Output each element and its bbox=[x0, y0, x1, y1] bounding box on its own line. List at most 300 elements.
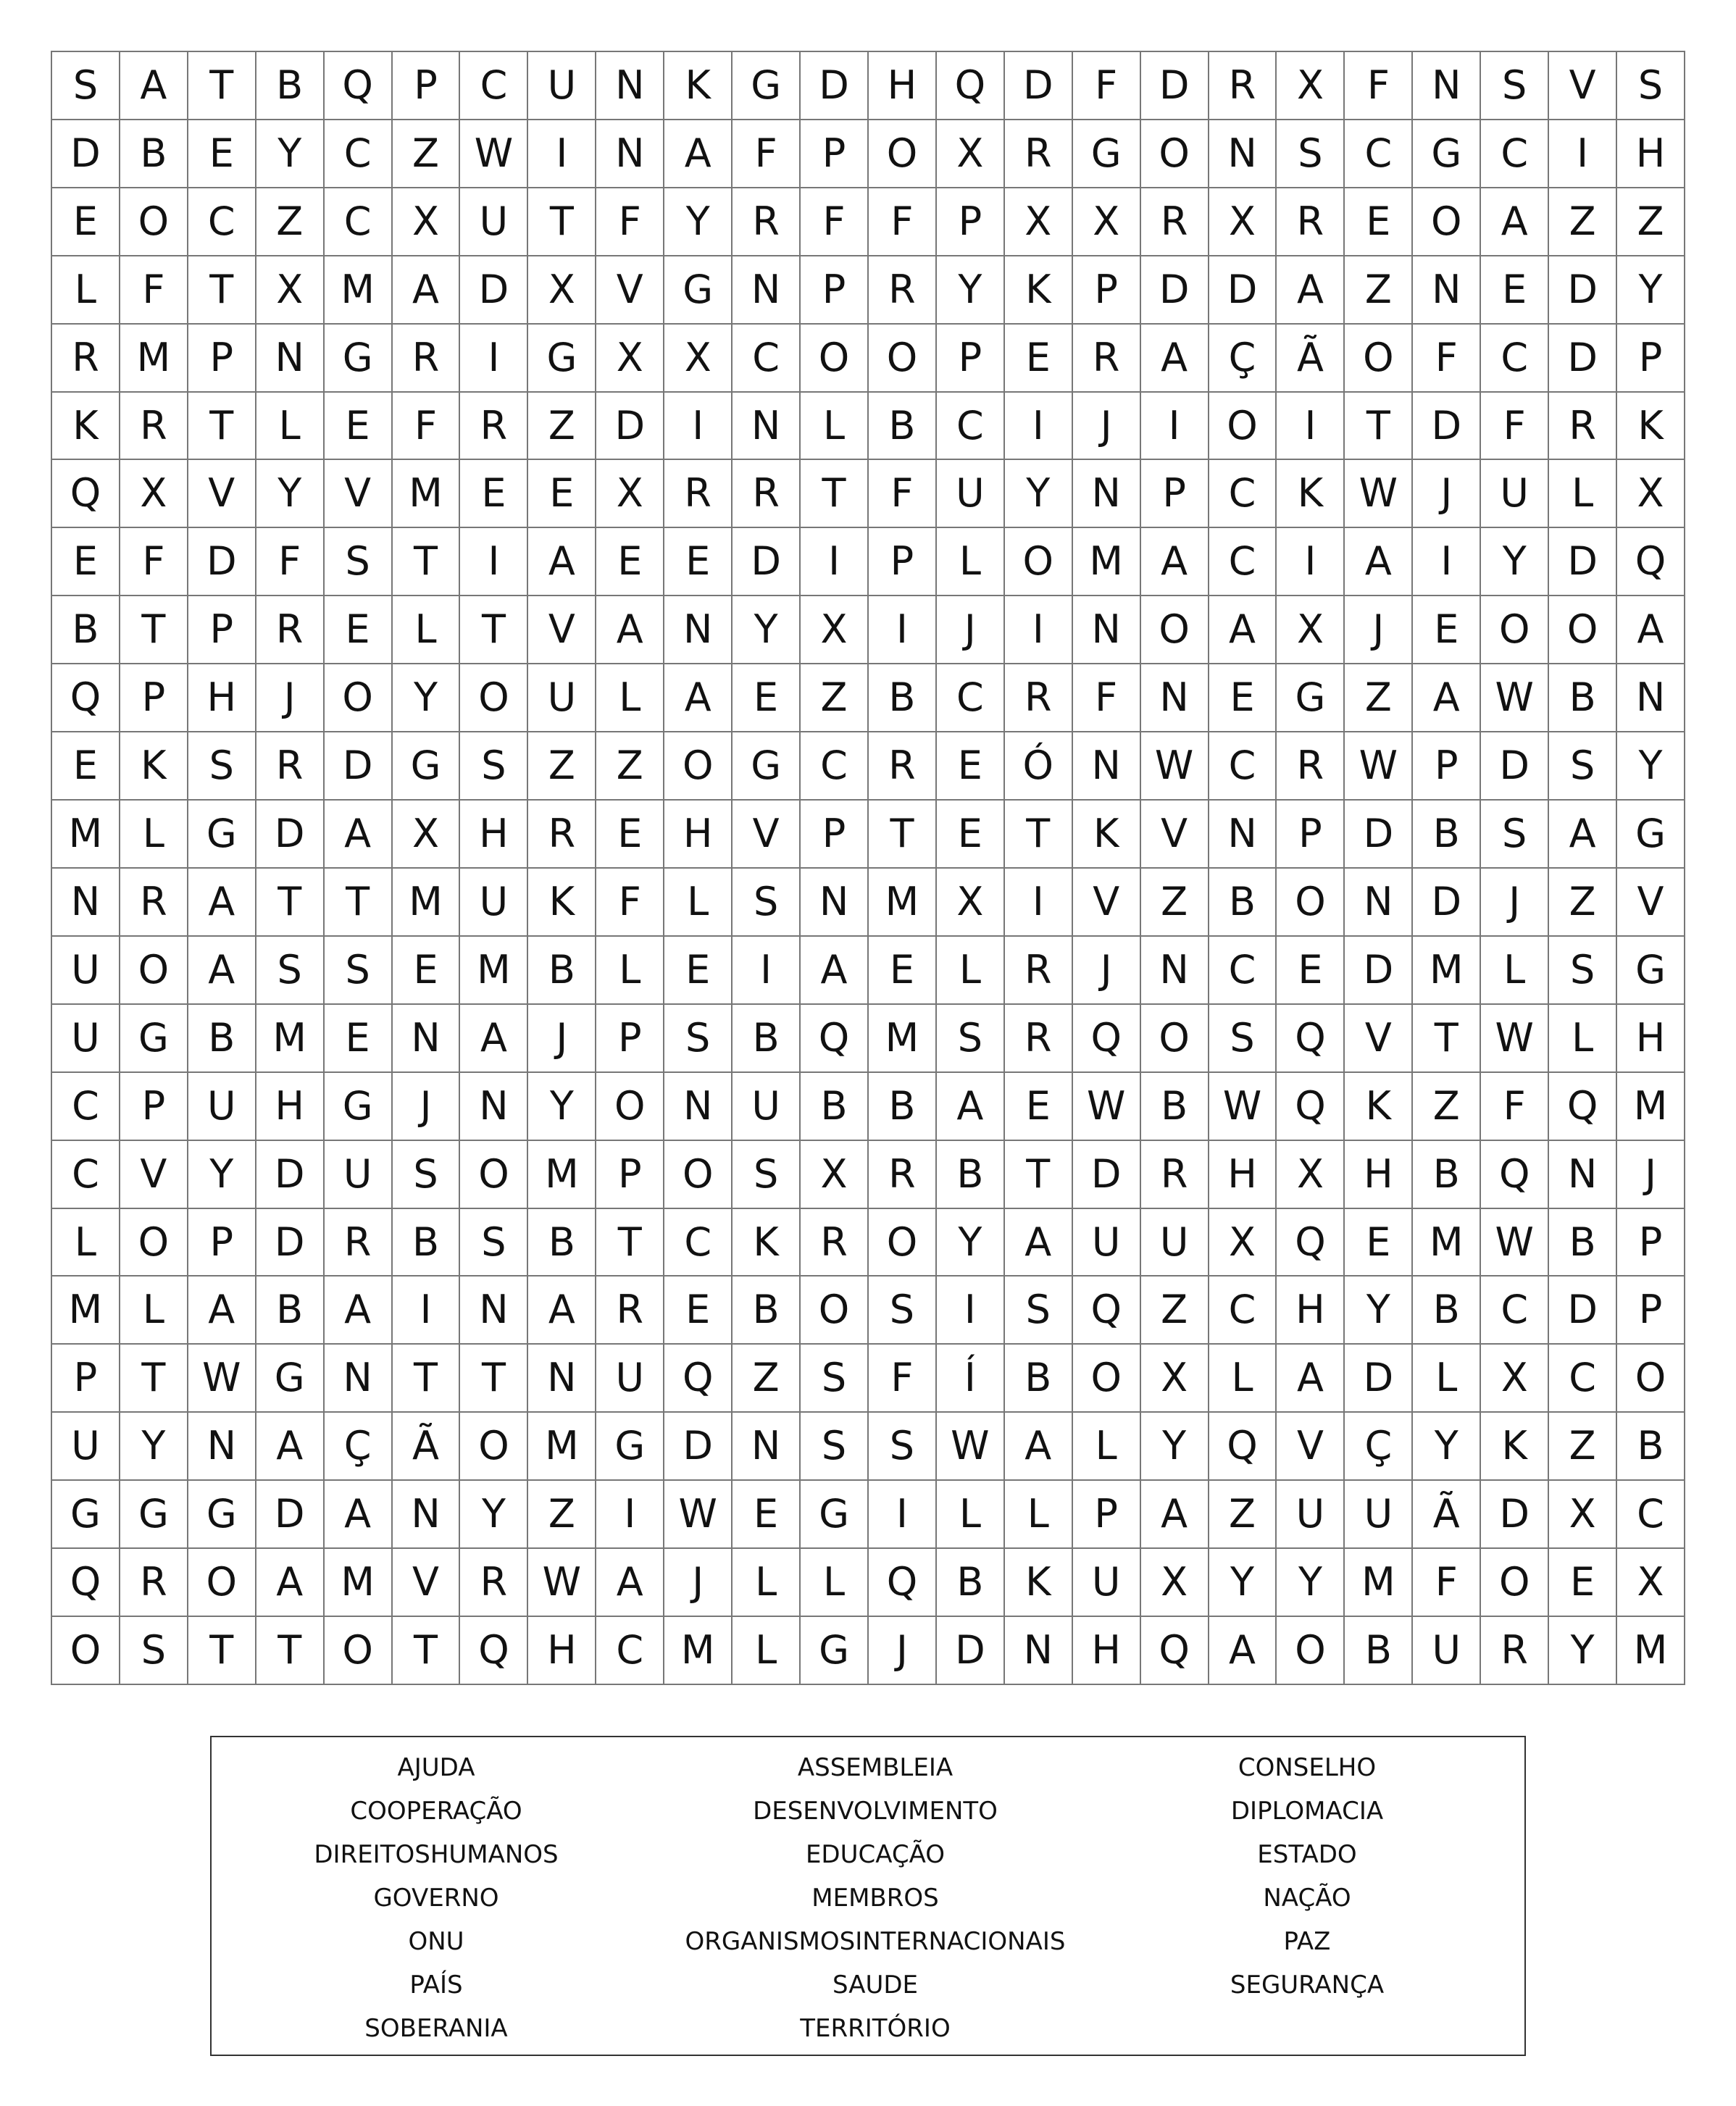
grid-cell[interactable]: M bbox=[393, 869, 461, 937]
grid-cell[interactable]: G bbox=[393, 732, 461, 801]
grid-cell[interactable]: Y bbox=[1413, 1413, 1481, 1481]
grid-cell[interactable]: V bbox=[120, 1141, 188, 1209]
grid-cell[interactable]: W bbox=[460, 120, 528, 188]
grid-cell[interactable]: B bbox=[1209, 869, 1277, 937]
grid-cell[interactable]: B bbox=[869, 664, 937, 732]
grid-cell[interactable]: J bbox=[1345, 596, 1413, 664]
grid-cell[interactable]: N bbox=[1209, 801, 1277, 869]
grid-cell[interactable]: L bbox=[1073, 1413, 1141, 1481]
grid-cell[interactable]: Z bbox=[393, 120, 461, 188]
grid-cell[interactable]: Y bbox=[120, 1413, 188, 1481]
grid-cell[interactable]: S bbox=[801, 1345, 869, 1413]
grid-cell[interactable]: O bbox=[325, 1617, 393, 1685]
grid-cell[interactable]: X bbox=[596, 325, 664, 393]
grid-cell[interactable]: E bbox=[52, 188, 120, 256]
grid-cell[interactable]: R bbox=[801, 1209, 869, 1277]
grid-cell[interactable]: K bbox=[120, 732, 188, 801]
grid-cell[interactable]: S bbox=[1617, 52, 1685, 120]
grid-cell[interactable]: R bbox=[1141, 1141, 1209, 1209]
grid-cell[interactable]: H bbox=[1209, 1141, 1277, 1209]
grid-cell[interactable]: U bbox=[52, 1413, 120, 1481]
grid-cell[interactable]: P bbox=[869, 528, 937, 596]
grid-cell[interactable]: A bbox=[325, 1276, 393, 1345]
grid-cell[interactable]: Z bbox=[1549, 1413, 1617, 1481]
grid-cell[interactable]: C bbox=[325, 120, 393, 188]
grid-cell[interactable]: C bbox=[1345, 120, 1413, 188]
grid-cell[interactable]: B bbox=[801, 1073, 869, 1141]
grid-cell[interactable]: U bbox=[1141, 1209, 1209, 1277]
grid-cell[interactable]: H bbox=[1617, 1005, 1685, 1073]
grid-cell[interactable]: E bbox=[393, 937, 461, 1005]
grid-cell[interactable]: Y bbox=[256, 460, 325, 528]
grid-cell[interactable]: L bbox=[120, 1276, 188, 1345]
grid-cell[interactable]: C bbox=[1209, 1276, 1277, 1345]
grid-cell[interactable]: U bbox=[52, 1005, 120, 1073]
grid-cell[interactable]: R bbox=[1277, 188, 1345, 256]
grid-cell[interactable]: O bbox=[188, 1549, 256, 1617]
grid-cell[interactable]: A bbox=[188, 1276, 256, 1345]
grid-cell[interactable]: Q bbox=[325, 52, 393, 120]
grid-cell[interactable]: F bbox=[733, 120, 801, 188]
grid-cell[interactable]: T bbox=[393, 1345, 461, 1413]
grid-cell[interactable]: S bbox=[188, 732, 256, 801]
grid-cell[interactable]: V bbox=[1277, 1413, 1345, 1481]
grid-cell[interactable]: E bbox=[1005, 325, 1073, 393]
grid-cell[interactable]: F bbox=[1413, 1549, 1481, 1617]
grid-cell[interactable]: I bbox=[460, 325, 528, 393]
grid-cell[interactable]: L bbox=[733, 1549, 801, 1617]
grid-cell[interactable]: Y bbox=[1617, 732, 1685, 801]
grid-cell[interactable]: Y bbox=[733, 596, 801, 664]
grid-cell[interactable]: P bbox=[120, 1073, 188, 1141]
grid-cell[interactable]: B bbox=[1141, 1073, 1209, 1141]
grid-cell[interactable]: A bbox=[120, 52, 188, 120]
grid-cell[interactable]: C bbox=[1549, 1345, 1617, 1413]
grid-cell[interactable]: U bbox=[937, 460, 1005, 528]
grid-cell[interactable]: F bbox=[596, 188, 664, 256]
grid-cell[interactable]: V bbox=[596, 256, 664, 325]
grid-cell[interactable]: O bbox=[1005, 528, 1073, 596]
grid-cell[interactable]: C bbox=[325, 188, 393, 256]
grid-cell[interactable]: W bbox=[1073, 1073, 1141, 1141]
grid-cell[interactable]: M bbox=[528, 1413, 596, 1481]
grid-cell[interactable]: O bbox=[460, 664, 528, 732]
grid-cell[interactable]: E bbox=[596, 801, 664, 869]
grid-cell[interactable]: I bbox=[1277, 393, 1345, 461]
grid-cell[interactable]: T bbox=[256, 869, 325, 937]
grid-cell[interactable]: N bbox=[664, 596, 733, 664]
grid-cell[interactable]: D bbox=[256, 1209, 325, 1277]
grid-cell[interactable]: D bbox=[325, 732, 393, 801]
grid-cell[interactable]: E bbox=[325, 596, 393, 664]
grid-cell[interactable]: M bbox=[1617, 1617, 1685, 1685]
grid-cell[interactable]: R bbox=[1005, 1005, 1073, 1073]
grid-cell[interactable]: K bbox=[528, 869, 596, 937]
grid-cell[interactable]: J bbox=[1073, 937, 1141, 1005]
grid-cell[interactable]: T bbox=[120, 596, 188, 664]
grid-cell[interactable]: L bbox=[1549, 1005, 1617, 1073]
grid-cell[interactable]: E bbox=[664, 528, 733, 596]
grid-cell[interactable]: E bbox=[528, 460, 596, 528]
grid-cell[interactable]: N bbox=[596, 52, 664, 120]
grid-cell[interactable]: E bbox=[1345, 1209, 1413, 1277]
grid-cell[interactable]: U bbox=[1073, 1549, 1141, 1617]
grid-cell[interactable]: N bbox=[1141, 664, 1209, 732]
grid-cell[interactable]: D bbox=[1141, 52, 1209, 120]
grid-cell[interactable]: G bbox=[1617, 937, 1685, 1005]
grid-cell[interactable]: O bbox=[1481, 596, 1549, 664]
grid-cell[interactable]: E bbox=[937, 801, 1005, 869]
grid-cell[interactable]: O bbox=[325, 664, 393, 732]
grid-cell[interactable]: X bbox=[1209, 188, 1277, 256]
grid-cell[interactable]: X bbox=[1073, 188, 1141, 256]
grid-cell[interactable]: D bbox=[664, 1413, 733, 1481]
grid-cell[interactable]: X bbox=[1141, 1345, 1209, 1413]
grid-cell[interactable]: B bbox=[52, 596, 120, 664]
grid-cell[interactable]: M bbox=[664, 1617, 733, 1685]
grid-cell[interactable]: I bbox=[596, 1481, 664, 1549]
grid-cell[interactable]: D bbox=[937, 1617, 1005, 1685]
grid-cell[interactable]: T bbox=[1005, 1141, 1073, 1209]
grid-cell[interactable]: A bbox=[460, 1005, 528, 1073]
grid-cell[interactable]: H bbox=[1073, 1617, 1141, 1685]
grid-cell[interactable]: I bbox=[801, 528, 869, 596]
grid-cell[interactable]: G bbox=[188, 801, 256, 869]
grid-cell[interactable]: Y bbox=[664, 188, 733, 256]
grid-cell[interactable]: P bbox=[52, 1345, 120, 1413]
grid-cell[interactable]: S bbox=[869, 1413, 937, 1481]
grid-cell[interactable]: C bbox=[1209, 460, 1277, 528]
grid-cell[interactable]: O bbox=[1345, 325, 1413, 393]
grid-cell[interactable]: O bbox=[1413, 188, 1481, 256]
grid-cell[interactable]: A bbox=[1141, 325, 1209, 393]
grid-cell[interactable]: V bbox=[1073, 869, 1141, 937]
grid-cell[interactable]: P bbox=[188, 325, 256, 393]
grid-cell[interactable]: A bbox=[256, 1549, 325, 1617]
grid-cell[interactable]: H bbox=[1277, 1276, 1345, 1345]
grid-cell[interactable]: U bbox=[188, 1073, 256, 1141]
grid-cell[interactable]: O bbox=[596, 1073, 664, 1141]
grid-cell[interactable]: I bbox=[1141, 393, 1209, 461]
grid-cell[interactable]: V bbox=[393, 1549, 461, 1617]
grid-cell[interactable]: I bbox=[1005, 869, 1073, 937]
grid-cell[interactable]: Ç bbox=[325, 1413, 393, 1481]
grid-cell[interactable]: B bbox=[1549, 1209, 1617, 1277]
grid-cell[interactable]: N bbox=[733, 393, 801, 461]
grid-cell[interactable]: P bbox=[188, 596, 256, 664]
grid-cell[interactable]: E bbox=[188, 120, 256, 188]
grid-cell[interactable]: U bbox=[52, 937, 120, 1005]
grid-cell[interactable]: U bbox=[460, 188, 528, 256]
grid-cell[interactable]: P bbox=[1413, 732, 1481, 801]
grid-cell[interactable]: U bbox=[1413, 1617, 1481, 1685]
grid-cell[interactable]: V bbox=[528, 596, 596, 664]
grid-cell[interactable]: W bbox=[1481, 1005, 1549, 1073]
grid-cell[interactable]: C bbox=[733, 325, 801, 393]
grid-cell[interactable]: Y bbox=[528, 1073, 596, 1141]
grid-cell[interactable]: P bbox=[1073, 256, 1141, 325]
grid-cell[interactable]: Ó bbox=[1005, 732, 1073, 801]
grid-cell[interactable]: O bbox=[801, 1276, 869, 1345]
grid-cell[interactable]: B bbox=[256, 1276, 325, 1345]
grid-cell[interactable]: O bbox=[869, 120, 937, 188]
grid-cell[interactable]: B bbox=[528, 1209, 596, 1277]
grid-cell[interactable]: R bbox=[460, 1549, 528, 1617]
grid-cell[interactable]: S bbox=[733, 1141, 801, 1209]
grid-cell[interactable]: F bbox=[1345, 52, 1413, 120]
grid-cell[interactable]: N bbox=[596, 120, 664, 188]
grid-cell[interactable]: P bbox=[188, 1209, 256, 1277]
grid-cell[interactable]: A bbox=[664, 120, 733, 188]
grid-cell[interactable]: D bbox=[1345, 801, 1413, 869]
grid-cell[interactable]: M bbox=[1617, 1073, 1685, 1141]
grid-cell[interactable]: R bbox=[1073, 325, 1141, 393]
grid-cell[interactable]: L bbox=[937, 1481, 1005, 1549]
grid-cell[interactable]: Y bbox=[1345, 1276, 1413, 1345]
grid-cell[interactable]: E bbox=[1277, 937, 1345, 1005]
grid-cell[interactable]: U bbox=[596, 1345, 664, 1413]
grid-cell[interactable]: N bbox=[528, 1345, 596, 1413]
grid-cell[interactable]: X bbox=[1005, 188, 1073, 256]
grid-cell[interactable]: E bbox=[460, 460, 528, 528]
grid-cell[interactable]: F bbox=[869, 1345, 937, 1413]
grid-cell[interactable]: O bbox=[664, 1141, 733, 1209]
grid-cell[interactable]: T bbox=[1345, 393, 1413, 461]
grid-cell[interactable]: Y bbox=[1005, 460, 1073, 528]
grid-cell[interactable]: B bbox=[1413, 1141, 1481, 1209]
grid-cell[interactable]: O bbox=[1277, 869, 1345, 937]
grid-cell[interactable]: N bbox=[733, 1413, 801, 1481]
grid-cell[interactable]: B bbox=[188, 1005, 256, 1073]
grid-cell[interactable]: A bbox=[188, 869, 256, 937]
grid-cell[interactable]: P bbox=[937, 325, 1005, 393]
grid-cell[interactable]: R bbox=[52, 325, 120, 393]
grid-cell[interactable]: P bbox=[801, 120, 869, 188]
grid-cell[interactable]: S bbox=[869, 1276, 937, 1345]
grid-cell[interactable]: P bbox=[801, 801, 869, 869]
grid-cell[interactable]: V bbox=[733, 801, 801, 869]
grid-cell[interactable]: A bbox=[1413, 664, 1481, 732]
grid-cell[interactable]: P bbox=[937, 188, 1005, 256]
grid-cell[interactable]: A bbox=[801, 937, 869, 1005]
grid-cell[interactable]: T bbox=[1005, 801, 1073, 869]
grid-cell[interactable]: S bbox=[325, 528, 393, 596]
grid-cell[interactable]: L bbox=[937, 528, 1005, 596]
grid-cell[interactable]: Q bbox=[801, 1005, 869, 1073]
grid-cell[interactable]: Q bbox=[52, 460, 120, 528]
grid-cell[interactable]: B bbox=[1549, 664, 1617, 732]
grid-cell[interactable]: G bbox=[188, 1481, 256, 1549]
grid-cell[interactable]: S bbox=[52, 52, 120, 120]
grid-cell[interactable]: D bbox=[1481, 1481, 1549, 1549]
grid-cell[interactable]: R bbox=[256, 596, 325, 664]
grid-cell[interactable]: X bbox=[1549, 1481, 1617, 1549]
grid-cell[interactable]: I bbox=[1413, 528, 1481, 596]
grid-cell[interactable]: R bbox=[528, 801, 596, 869]
grid-cell[interactable]: K bbox=[1005, 1549, 1073, 1617]
grid-cell[interactable]: W bbox=[1345, 732, 1413, 801]
grid-cell[interactable]: K bbox=[1345, 1073, 1413, 1141]
grid-cell[interactable]: M bbox=[460, 937, 528, 1005]
grid-cell[interactable]: R bbox=[596, 1276, 664, 1345]
grid-cell[interactable]: W bbox=[1141, 732, 1209, 801]
grid-cell[interactable]: T bbox=[188, 393, 256, 461]
grid-cell[interactable]: T bbox=[393, 528, 461, 596]
grid-cell[interactable]: Y bbox=[188, 1141, 256, 1209]
grid-cell[interactable]: Z bbox=[733, 1345, 801, 1413]
grid-cell[interactable]: Z bbox=[1345, 664, 1413, 732]
grid-cell[interactable]: L bbox=[1481, 937, 1549, 1005]
grid-cell[interactable]: X bbox=[664, 325, 733, 393]
grid-cell[interactable]: L bbox=[1413, 1345, 1481, 1413]
grid-cell[interactable]: S bbox=[664, 1005, 733, 1073]
grid-cell[interactable]: Q bbox=[1481, 1141, 1549, 1209]
grid-cell[interactable]: I bbox=[664, 393, 733, 461]
grid-cell[interactable]: R bbox=[325, 1209, 393, 1277]
grid-cell[interactable]: Q bbox=[1073, 1276, 1141, 1345]
grid-cell[interactable]: N bbox=[460, 1073, 528, 1141]
grid-cell[interactable]: B bbox=[528, 937, 596, 1005]
grid-cell[interactable]: A bbox=[1481, 188, 1549, 256]
grid-cell[interactable]: L bbox=[801, 1549, 869, 1617]
grid-cell[interactable]: N bbox=[393, 1005, 461, 1073]
grid-cell[interactable]: A bbox=[1277, 1345, 1345, 1413]
grid-cell[interactable]: S bbox=[1277, 120, 1345, 188]
grid-cell[interactable]: H bbox=[188, 664, 256, 732]
grid-cell[interactable]: V bbox=[325, 460, 393, 528]
grid-cell[interactable]: X bbox=[1141, 1549, 1209, 1617]
grid-cell[interactable]: D bbox=[256, 1481, 325, 1549]
grid-cell[interactable]: E bbox=[1005, 1073, 1073, 1141]
grid-cell[interactable]: Z bbox=[1413, 1073, 1481, 1141]
grid-cell[interactable]: W bbox=[188, 1345, 256, 1413]
grid-cell[interactable]: Ã bbox=[1277, 325, 1345, 393]
grid-cell[interactable]: D bbox=[733, 528, 801, 596]
grid-cell[interactable]: S bbox=[1481, 52, 1549, 120]
grid-cell[interactable]: O bbox=[52, 1617, 120, 1685]
grid-cell[interactable]: K bbox=[733, 1209, 801, 1277]
grid-cell[interactable]: M bbox=[325, 1549, 393, 1617]
grid-cell[interactable]: E bbox=[733, 1481, 801, 1549]
grid-cell[interactable]: D bbox=[1549, 528, 1617, 596]
grid-cell[interactable]: C bbox=[1209, 528, 1277, 596]
grid-cell[interactable]: R bbox=[1481, 1617, 1549, 1685]
grid-cell[interactable]: L bbox=[1549, 460, 1617, 528]
grid-cell[interactable]: C bbox=[1209, 937, 1277, 1005]
grid-cell[interactable]: N bbox=[1345, 869, 1413, 937]
grid-cell[interactable]: X bbox=[801, 596, 869, 664]
grid-cell[interactable]: O bbox=[801, 325, 869, 393]
grid-cell[interactable]: L bbox=[596, 937, 664, 1005]
grid-cell[interactable]: T bbox=[256, 1617, 325, 1685]
grid-cell[interactable]: A bbox=[1277, 256, 1345, 325]
grid-cell[interactable]: G bbox=[256, 1345, 325, 1413]
grid-cell[interactable]: D bbox=[1413, 869, 1481, 937]
grid-cell[interactable]: S bbox=[120, 1617, 188, 1685]
grid-cell[interactable]: A bbox=[1617, 596, 1685, 664]
grid-cell[interactable]: Ã bbox=[393, 1413, 461, 1481]
grid-cell[interactable]: Ç bbox=[1345, 1413, 1413, 1481]
grid-cell[interactable]: N bbox=[1005, 1617, 1073, 1685]
grid-cell[interactable]: N bbox=[1073, 596, 1141, 664]
grid-cell[interactable]: F bbox=[869, 460, 937, 528]
grid-cell[interactable]: K bbox=[1005, 256, 1073, 325]
grid-cell[interactable]: X bbox=[1617, 1549, 1685, 1617]
grid-cell[interactable]: C bbox=[188, 188, 256, 256]
grid-cell[interactable]: S bbox=[256, 937, 325, 1005]
grid-cell[interactable]: B bbox=[1617, 1413, 1685, 1481]
grid-cell[interactable]: Y bbox=[256, 120, 325, 188]
grid-cell[interactable]: D bbox=[1141, 256, 1209, 325]
grid-cell[interactable]: A bbox=[1345, 528, 1413, 596]
grid-cell[interactable]: A bbox=[393, 256, 461, 325]
grid-cell[interactable]: S bbox=[460, 1209, 528, 1277]
grid-cell[interactable]: T bbox=[460, 1345, 528, 1413]
grid-cell[interactable]: J bbox=[1413, 460, 1481, 528]
grid-cell[interactable]: C bbox=[460, 52, 528, 120]
grid-cell[interactable]: F bbox=[1481, 1073, 1549, 1141]
grid-cell[interactable]: N bbox=[393, 1481, 461, 1549]
grid-cell[interactable]: Z bbox=[1617, 188, 1685, 256]
grid-cell[interactable]: Y bbox=[1549, 1617, 1617, 1685]
grid-cell[interactable]: Y bbox=[937, 1209, 1005, 1277]
grid-cell[interactable]: U bbox=[325, 1141, 393, 1209]
grid-cell[interactable]: C bbox=[52, 1141, 120, 1209]
grid-cell[interactable]: P bbox=[801, 256, 869, 325]
grid-cell[interactable]: M bbox=[869, 1005, 937, 1073]
grid-cell[interactable]: Y bbox=[460, 1481, 528, 1549]
grid-cell[interactable]: C bbox=[1617, 1481, 1685, 1549]
grid-cell[interactable]: N bbox=[1209, 120, 1277, 188]
grid-cell[interactable]: U bbox=[528, 664, 596, 732]
grid-cell[interactable]: C bbox=[664, 1209, 733, 1277]
grid-cell[interactable]: I bbox=[869, 596, 937, 664]
grid-cell[interactable]: N bbox=[1413, 256, 1481, 325]
grid-cell[interactable]: T bbox=[188, 52, 256, 120]
grid-cell[interactable]: B bbox=[120, 120, 188, 188]
grid-cell[interactable]: L bbox=[937, 937, 1005, 1005]
grid-cell[interactable]: L bbox=[393, 596, 461, 664]
grid-cell[interactable]: M bbox=[325, 256, 393, 325]
grid-cell[interactable]: X bbox=[120, 460, 188, 528]
grid-cell[interactable]: Q bbox=[937, 52, 1005, 120]
grid-cell[interactable]: S bbox=[325, 937, 393, 1005]
grid-cell[interactable]: C bbox=[937, 393, 1005, 461]
grid-cell[interactable]: D bbox=[188, 528, 256, 596]
grid-cell[interactable]: G bbox=[801, 1617, 869, 1685]
grid-cell[interactable]: O bbox=[1481, 1549, 1549, 1617]
grid-cell[interactable]: I bbox=[937, 1276, 1005, 1345]
grid-cell[interactable]: O bbox=[120, 937, 188, 1005]
grid-cell[interactable]: O bbox=[1141, 120, 1209, 188]
grid-cell[interactable]: O bbox=[1141, 1005, 1209, 1073]
grid-cell[interactable]: M bbox=[120, 325, 188, 393]
grid-cell[interactable]: O bbox=[1073, 1345, 1141, 1413]
grid-cell[interactable]: E bbox=[52, 528, 120, 596]
grid-cell[interactable]: N bbox=[1141, 937, 1209, 1005]
grid-cell[interactable]: D bbox=[1073, 1141, 1141, 1209]
grid-cell[interactable]: Y bbox=[393, 664, 461, 732]
grid-cell[interactable]: S bbox=[1209, 1005, 1277, 1073]
grid-cell[interactable]: S bbox=[1549, 937, 1617, 1005]
grid-cell[interactable]: M bbox=[52, 1276, 120, 1345]
grid-cell[interactable]: W bbox=[1209, 1073, 1277, 1141]
grid-cell[interactable]: X bbox=[1481, 1345, 1549, 1413]
grid-cell[interactable]: I bbox=[1005, 596, 1073, 664]
grid-cell[interactable]: F bbox=[256, 528, 325, 596]
grid-cell[interactable]: E bbox=[664, 1276, 733, 1345]
grid-cell[interactable]: G bbox=[1413, 120, 1481, 188]
